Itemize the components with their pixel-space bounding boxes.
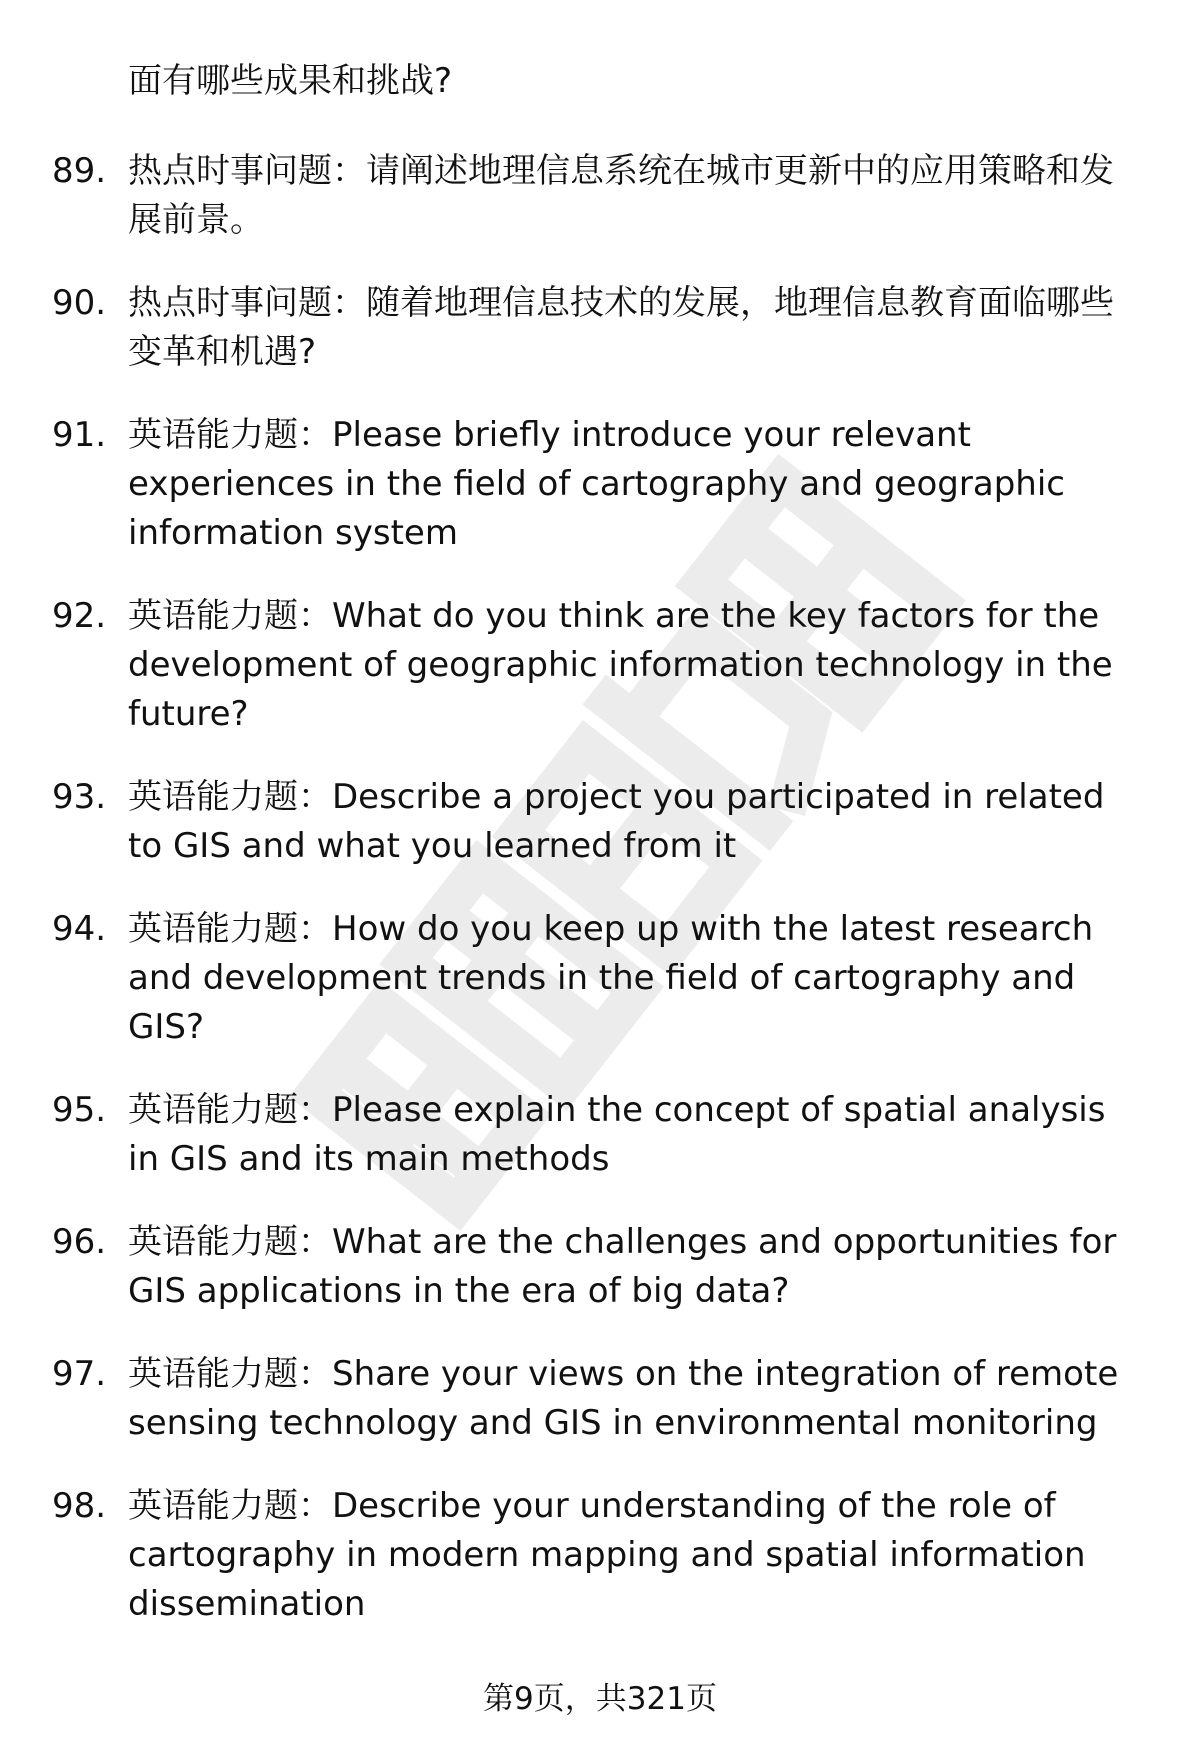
question-item <box>0 1086 1200 1184</box>
question-text: 热点时事问题：请阐述地理信息系统在城市更新中的应用策略和发展前景。 <box>128 151 1114 240</box>
question-item <box>0 411 1200 558</box>
question-number: 94. <box>52 909 107 949</box>
question-number: 92. <box>52 596 107 636</box>
question-number: 95. <box>52 1090 107 1130</box>
question-text: 英语能力题：Describe a project you participated in related to GIS and what you learned from it <box>128 777 1105 866</box>
continuation-text: 面有哪些成果和挑战? <box>128 61 453 101</box>
question-item <box>0 147 1200 245</box>
question-text: 热点时事问题：随着地理信息技术的发展，地理信息教育面临哪些变革和机遇? <box>128 283 1114 372</box>
question-text: 英语能力题：Describe your understanding of the role of cartography in modern mapping and spatial information dissemination <box>128 1486 1086 1624</box>
question-text: 英语能力题：Please briefly introduce your relevant experiences in the field of cartography and geographic information system <box>128 415 1065 553</box>
question-number: 90. <box>52 283 107 323</box>
question-text: 英语能力题：How do you keep up with the latest research and development trends in the field of cartography and GIS? <box>128 909 1094 1047</box>
question-number: 91. <box>52 415 107 455</box>
question-item <box>0 905 1200 1052</box>
question-item <box>0 592 1200 739</box>
question-number: 89. <box>52 151 107 191</box>
question-number: 93. <box>52 777 107 817</box>
question-item <box>0 1218 1200 1316</box>
question-text: 英语能力题：What do you think are the key factors for the development of geographic information technology in the future? <box>128 596 1113 734</box>
question-item <box>0 773 1200 871</box>
question-number: 97. <box>52 1354 107 1394</box>
question-item <box>0 279 1200 377</box>
question-text: 英语能力题：Share your views on the integration of remote sensing technology and GIS in environmental monitoring <box>128 1354 1119 1443</box>
page-footer: 第9页，共321页 <box>483 1681 717 1717</box>
question-text: 英语能力题：What are the challenges and opportunities for GIS applications in the era of big data? <box>128 1222 1117 1311</box>
question-item <box>0 1482 1200 1629</box>
question-text: 英语能力题：Please explain the concept of spatial analysis in GIS and its main methods <box>128 1090 1106 1179</box>
question-list <box>0 147 1200 1663</box>
question-item <box>0 1350 1200 1448</box>
question-number: 96. <box>52 1222 107 1262</box>
question-number: 98. <box>52 1486 107 1526</box>
